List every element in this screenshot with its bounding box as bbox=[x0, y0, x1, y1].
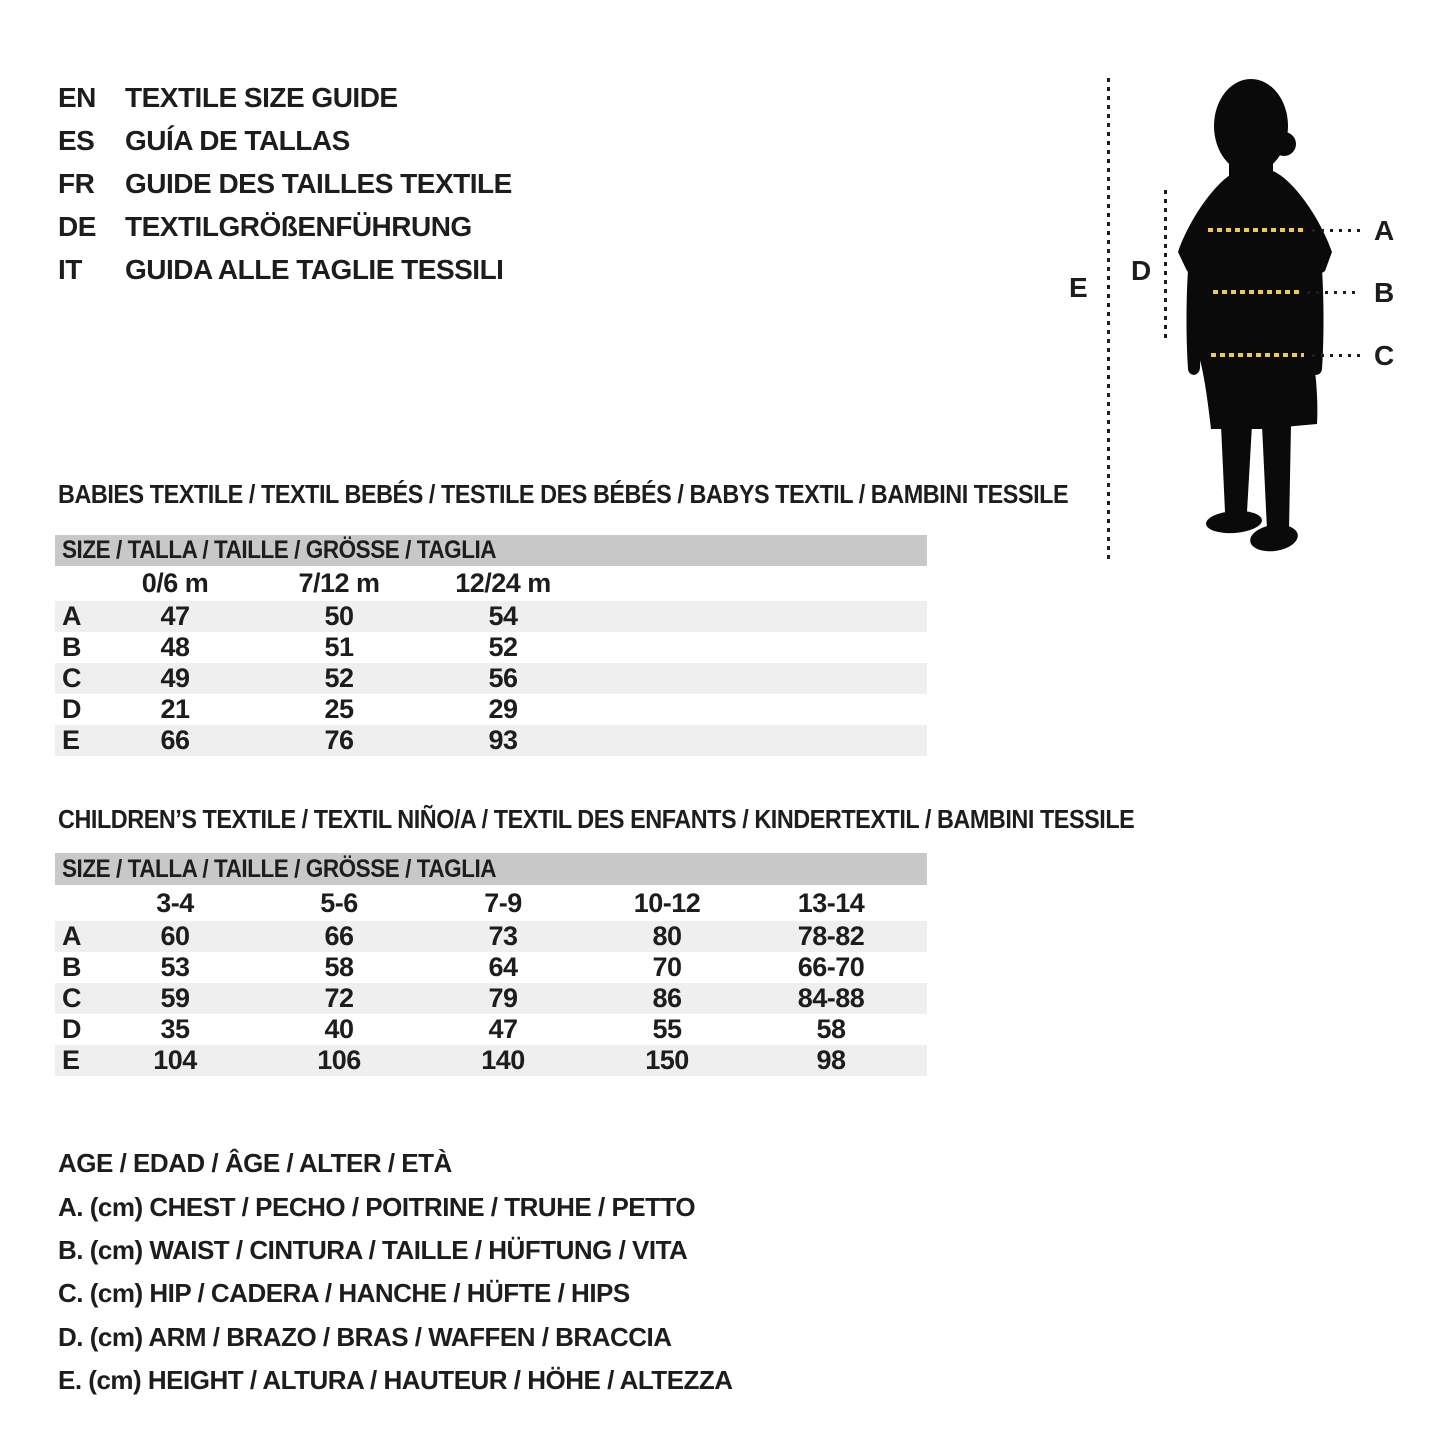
size-header-text: SIZE / TALLA / TAILLE / GRÖSSE / TAGLIA bbox=[62, 854, 497, 883]
column-header: 7/12 m bbox=[298, 568, 380, 598]
measurement-legend bbox=[58, 1142, 733, 1402]
size-cell: 50 bbox=[324, 601, 354, 631]
size-cell: 56 bbox=[488, 663, 518, 693]
size-header-text: SIZE / TALLA / TAILLE / GRÖSSE / TAGLIA bbox=[62, 536, 497, 564]
table-row bbox=[55, 725, 927, 756]
language-label: GUIDA ALLE TAGLIE TESSILI bbox=[125, 253, 504, 285]
measure-label-arm-D: D bbox=[1131, 255, 1151, 286]
column-header: 0/6 m bbox=[141, 568, 209, 598]
size-cell: 140 bbox=[481, 1045, 525, 1075]
size-header-bar bbox=[55, 853, 927, 885]
size-cell: 72 bbox=[324, 983, 354, 1013]
language-code: EN bbox=[58, 81, 96, 113]
table-row bbox=[55, 663, 927, 694]
legend-row-chest: A. (cm) CHEST / PECHO / POITRINE / TRUHE / PETTO bbox=[58, 1191, 696, 1222]
legend-row-arm: D. (cm) ARM / BRAZO / BRAS / WAFFEN / BRACCIA bbox=[58, 1321, 672, 1352]
size-cell: 47 bbox=[488, 1014, 518, 1044]
size-cell: 86 bbox=[652, 983, 682, 1013]
size-cell: 76 bbox=[324, 725, 354, 755]
measure-label-chest-A: A bbox=[1374, 215, 1394, 246]
language-label: TEXTILE SIZE GUIDE bbox=[125, 81, 398, 113]
size-cell: 150 bbox=[645, 1045, 689, 1075]
row-label: B bbox=[62, 632, 81, 662]
size-cell: 58 bbox=[324, 952, 354, 982]
row-label: E bbox=[62, 725, 80, 755]
language-row-en bbox=[58, 76, 512, 119]
row-label: B bbox=[62, 952, 81, 982]
chest-measure-line-A bbox=[1208, 228, 1304, 232]
language-code: FR bbox=[58, 167, 95, 199]
column-header-row bbox=[55, 566, 927, 601]
legend-row-hip: C. (cm) HIP / CADERA / HANCHE / HÜFTE / HIPS bbox=[58, 1278, 630, 1309]
size-cell: 84-88 bbox=[797, 983, 865, 1013]
size-cell: 59 bbox=[160, 983, 190, 1013]
column-header: 3-4 bbox=[156, 887, 194, 918]
table-row bbox=[55, 694, 927, 725]
table-row bbox=[55, 1045, 927, 1076]
size-cell: 55 bbox=[652, 1014, 682, 1044]
size-cell: 60 bbox=[160, 921, 190, 951]
size-cell: 21 bbox=[160, 694, 190, 724]
size-cell: 70 bbox=[652, 952, 682, 982]
size-cell: 47 bbox=[160, 601, 190, 631]
size-cell: 54 bbox=[488, 601, 518, 631]
measure-label-waist-B: B bbox=[1374, 277, 1394, 308]
language-code: DE bbox=[58, 210, 96, 242]
size-cell: 48 bbox=[160, 632, 190, 662]
row-label: C bbox=[62, 663, 81, 693]
row-label: D bbox=[62, 1014, 81, 1044]
size-cell: 25 bbox=[324, 694, 354, 724]
babies-size-table bbox=[55, 535, 927, 756]
table-row bbox=[55, 921, 927, 952]
language-row-de bbox=[58, 205, 512, 248]
row-label: A bbox=[62, 921, 81, 951]
row-label: E bbox=[62, 1045, 80, 1075]
size-cell: 29 bbox=[488, 694, 518, 724]
measure-label-hip-C: C bbox=[1374, 340, 1394, 371]
legend-row-height: E. (cm) HEIGHT / ALTURA / HAUTEUR / HÖHE / ALTEZZA bbox=[58, 1365, 733, 1396]
chest-measure-leader-A bbox=[1312, 229, 1360, 232]
hip-measure-leader-C bbox=[1312, 354, 1360, 357]
column-header: 13-14 bbox=[797, 887, 865, 918]
children-size-table bbox=[55, 853, 927, 1076]
size-cell: 49 bbox=[160, 663, 190, 693]
size-cell: 53 bbox=[160, 952, 190, 982]
table-row bbox=[55, 632, 927, 663]
language-title-list bbox=[58, 76, 512, 291]
table-row bbox=[55, 601, 927, 632]
language-code: IT bbox=[58, 253, 82, 285]
size-cell: 106 bbox=[317, 1045, 361, 1075]
size-cell: 73 bbox=[488, 921, 518, 951]
size-cell: 51 bbox=[324, 632, 354, 662]
row-label: A bbox=[62, 601, 81, 631]
size-cell: 40 bbox=[324, 1014, 354, 1044]
size-cell: 104 bbox=[153, 1045, 197, 1075]
language-row-it bbox=[58, 248, 512, 291]
babies-section-title bbox=[58, 479, 1180, 510]
waist-measure-line-B bbox=[1213, 290, 1299, 294]
column-header: 10-12 bbox=[633, 887, 701, 918]
size-cell: 64 bbox=[488, 952, 518, 982]
row-label: C bbox=[62, 983, 81, 1013]
column-header: 7-9 bbox=[484, 887, 522, 918]
size-cell: 58 bbox=[816, 1014, 846, 1044]
babies-section-title-text: BABIES TEXTILE / TEXTIL BEBÉS / TESTILE DES BÉBÉS / BABYS TEXTIL / BAMBINI TESSILE bbox=[58, 479, 1069, 509]
language-label: GUIDE DES TAILLES TEXTILE bbox=[125, 167, 512, 199]
legend-row-waist: B. (cm) WAIST / CINTURA / TAILLE / HÜFTUNG / VITA bbox=[58, 1234, 688, 1265]
size-cell: 52 bbox=[488, 632, 518, 662]
row-label: D bbox=[62, 694, 81, 724]
language-row-es bbox=[58, 119, 512, 162]
size-cell: 66 bbox=[324, 921, 354, 951]
table-row bbox=[55, 1014, 927, 1045]
table-row bbox=[55, 983, 927, 1014]
language-row-fr bbox=[58, 162, 512, 205]
size-cell: 93 bbox=[488, 725, 518, 755]
children-section-title bbox=[58, 804, 1254, 835]
size-cell: 66 bbox=[160, 725, 190, 755]
size-cell: 35 bbox=[160, 1014, 190, 1044]
column-header-row bbox=[55, 885, 927, 921]
waist-measure-leader-B bbox=[1307, 291, 1360, 294]
size-cell: 98 bbox=[816, 1045, 846, 1075]
measure-label-height-E: E bbox=[1069, 272, 1088, 303]
column-header: 5-6 bbox=[320, 887, 358, 918]
language-label: TEXTILGRÖßENFÜHRUNG bbox=[125, 210, 472, 242]
legend-row-age: AGE / EDAD / ÂGE / ALTER / ETÀ bbox=[58, 1148, 452, 1179]
size-cell: 78-82 bbox=[797, 921, 865, 951]
size-cell: 79 bbox=[488, 983, 518, 1013]
table-row bbox=[55, 952, 927, 983]
language-code: ES bbox=[58, 124, 95, 156]
column-header: 12/24 m bbox=[455, 568, 551, 598]
size-cell: 66-70 bbox=[797, 952, 865, 982]
arm-measure-line-D bbox=[1164, 190, 1167, 343]
size-cell: 52 bbox=[324, 663, 354, 693]
child-silhouette-icon bbox=[1165, 60, 1345, 570]
children-section-title-text: CHILDREN’S TEXTILE / TEXTIL NIÑO/A / TEXTIL DES ENFANTS / KINDERTEXTIL / BAMBINI TESSILE bbox=[58, 804, 1135, 834]
language-label: GUÍA DE TALLAS bbox=[125, 124, 350, 156]
size-cell: 80 bbox=[652, 921, 682, 951]
hip-measure-line-C bbox=[1211, 353, 1304, 357]
size-header-bar bbox=[55, 535, 927, 566]
